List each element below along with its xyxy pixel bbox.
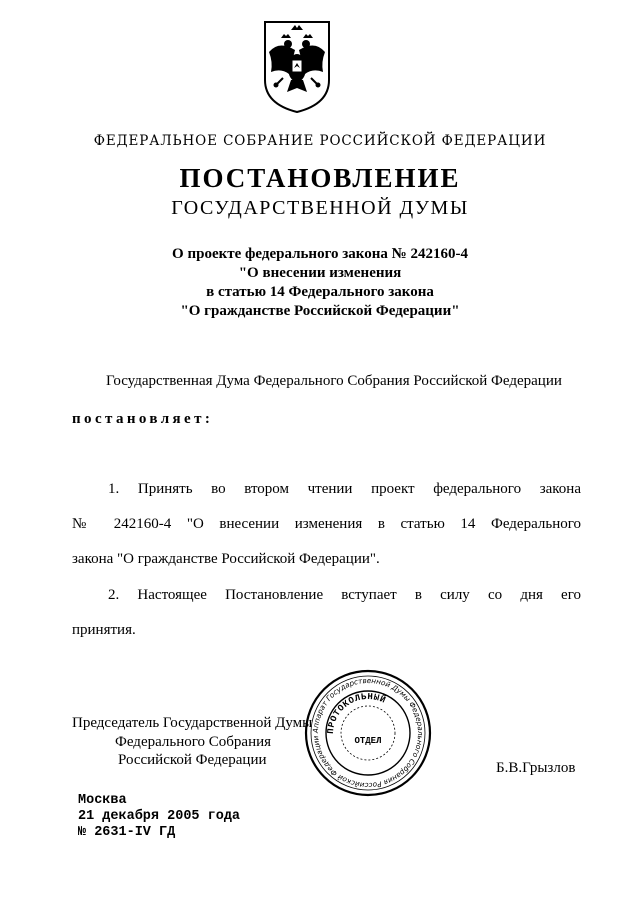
item-1-line-2: № 242160-4 "О внесении изменения в статью 14 Федерального	[72, 516, 581, 532]
parliament-title: ФЕДЕРАЛЬНОЕ СОБРАНИЕ РОССИЙСКОЙ ФЕДЕРАЦИИ	[93, 133, 547, 149]
resolves-word: постановляет:	[72, 411, 214, 427]
item-1-line-1: 1. Принять во втором чтении проект федерального закона	[108, 481, 581, 497]
signing-place: Москва	[78, 793, 127, 808]
subject-line-1: О проекте федерального закона № 242160-4	[172, 246, 468, 262]
item-1-line-3: закона "О гражданстве Российской Федерации".	[72, 551, 380, 567]
subject-line-3: в статью 14 Федерального закона	[206, 284, 434, 300]
stamp-ring-text: ПРОТОКОЛЬНЫЙ	[325, 691, 388, 735]
svg-text:ПРОТОКОЛЬНЫЙ	[326, 692, 388, 734]
signing-date: 21 декабря 2005 года	[78, 809, 241, 824]
official-stamp	[303, 668, 433, 798]
document-number: № 2631-IV ГД	[78, 825, 176, 840]
stamp-outer-text: Аппарат Государственной Думы Федерального Собрания Российской Федерации	[310, 675, 426, 791]
document-type-heading: ПОСТАНОВЛЕНИЕ	[179, 163, 461, 193]
stamp-center-text: ОТДЕЛ	[354, 736, 382, 746]
item-2-line-2: принятия.	[72, 622, 136, 638]
document-issuer-heading: ГОСУДАРСТВЕННОЙ ДУМЫ	[171, 197, 469, 219]
signatory-name: Б.В.Грызлов	[496, 760, 576, 776]
intro-paragraph: Государственная Дума Федерального Собрания Российской Федерации	[106, 373, 562, 389]
signatory-title-line-2: Федерального Собрания	[115, 734, 272, 750]
coat-of-arms-emblem	[261, 18, 333, 116]
signatory-title-line-1: Председатель Государственной Думы	[72, 715, 313, 731]
subject-line-2: "О внесении изменения	[238, 265, 402, 281]
item-2-line-1: 2. Настоящее Постановление вступает в силу со дня его	[108, 587, 581, 603]
subject-line-4: "О гражданстве Российской Федерации"	[180, 303, 460, 319]
signatory-title-line-3: Российской Федерации	[118, 752, 267, 768]
